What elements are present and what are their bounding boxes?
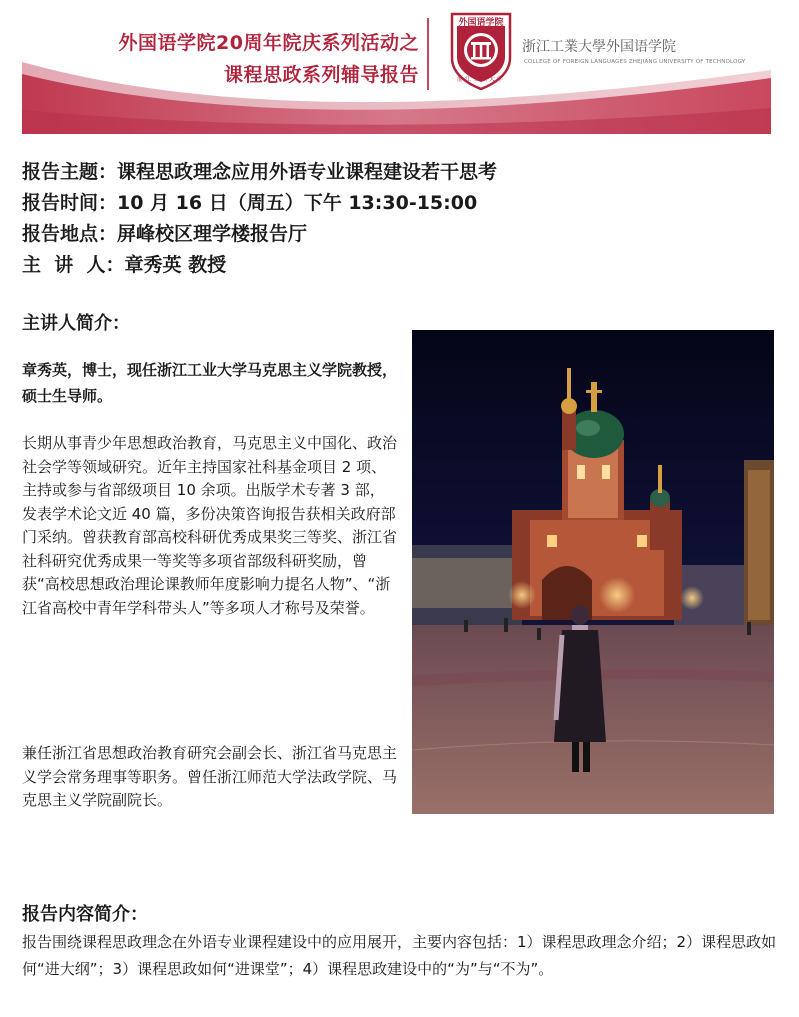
- event-info: [22, 157, 497, 281]
- emblem-top-text: 外国语学院: [458, 18, 504, 28]
- banner-title-line1: 外国语学院20周年院庆系列活动之: [118, 32, 419, 54]
- banner-title-line2: 课程思政系列辅导报告: [223, 64, 419, 86]
- speaker-paragraph-positions: 兼任浙江省思想政治教育研究会副会长、浙江省马克思主义学会常务理事等职务。曾任浙江师范大学法政学院、马克思主义学院副院长。: [22, 744, 398, 809]
- report-location: 报告地点：屏峰校区理学楼报告厅: [22, 223, 308, 245]
- emblem-bottom-text: 浙江工业大学: [456, 76, 505, 83]
- cathedral-night-photo: [412, 330, 774, 814]
- speaker-intro-heading: 主讲人简介：: [22, 313, 130, 334]
- college-name-en: COLLEGE OF FOREIGN LANGUAGES ZHEJIANG UNIVERSITY OF TECHNOLOGY: [524, 59, 746, 65]
- report-speaker: 主 讲 人：章秀英 教授: [22, 254, 227, 276]
- report-topic: 报告主题：课程思政理念应用外语专业课程建设若干思考: [22, 161, 498, 183]
- college-name-cn: 浙江工業大學外国语学院: [522, 39, 676, 55]
- report-content-body: 报告围绕课程思政理念在外语专业课程建设中的应用展开，主要内容包括：1）课程思政理念介绍；2）课程思政如何“进大纲”；3）课程思政如何“进课堂”；4）课程思政建设中的“为”与“不为”。: [22, 933, 777, 978]
- header-banner: [22, 12, 771, 134]
- college-emblem-logo: [448, 12, 514, 90]
- banner-divider: [427, 18, 429, 90]
- report-content-heading: 报告内容简介：: [22, 904, 148, 925]
- speaker-lead: 章秀英，博士，现任浙江工业大学马克思主义学院教授，硕士生导师。: [22, 361, 398, 405]
- report-time: 报告时间：10 月 16 日（周五）下午 13:30-15:00: [22, 192, 478, 214]
- speaker-paragraph-research: 长期从事青少年思想政治教育，马克思主义中国化、政治社会学等领域研究。近年主持国家社科基金项目 2 项、主持或参与省部级项目 10 余项。出版学术专著 3 部，发表学术论文近 40 篇，多份决策咨询报告获相关政府部门采纳。曾获教育部高校科研优秀成果奖三等奖、浙江省社科研究优秀成果一等奖等多项省部级科研奖励，曾获“高校思想政治理论课教师年度影响力提名人物”、“浙江省高校中青年学科带头人”等多项人才称号及荣誉。: [22, 434, 398, 617]
- speaker-photo: [412, 330, 774, 814]
